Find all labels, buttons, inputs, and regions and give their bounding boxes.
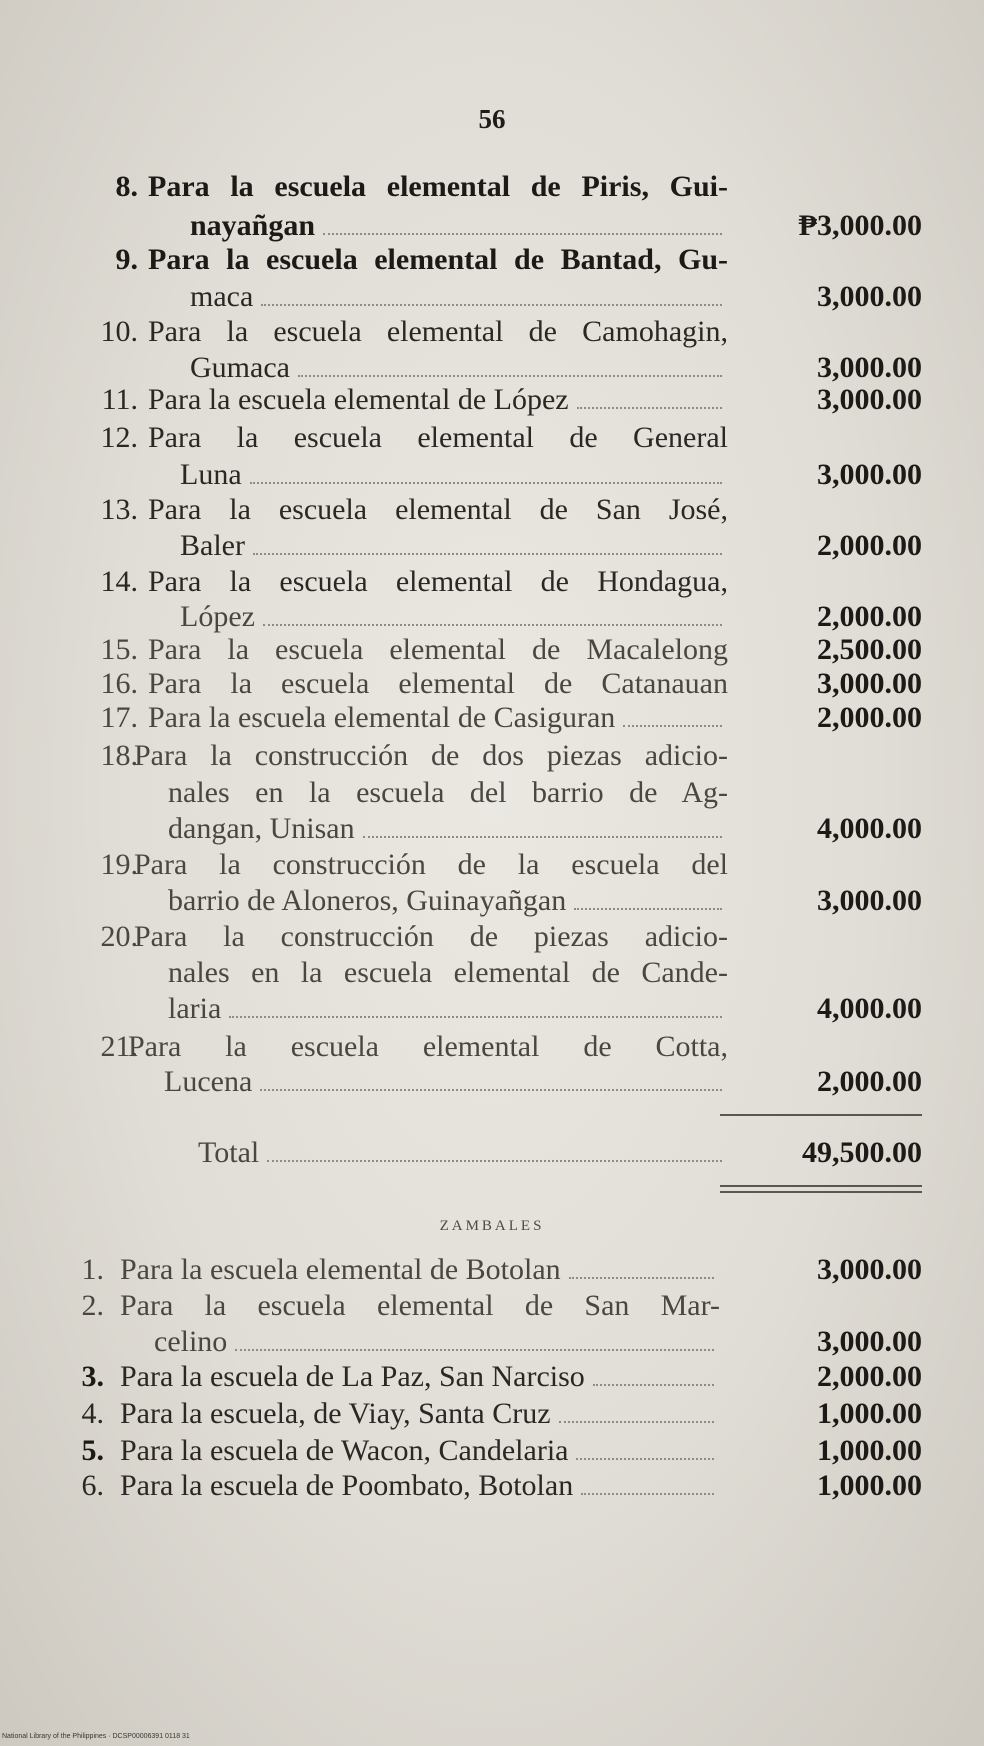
item-number: 16. [100,667,138,700]
item-amount: 1,000.00 [817,1469,922,1502]
item-amount: 3,000.00 [817,884,922,917]
item-text-dotted [120,1250,720,1290]
dot-leader [363,835,722,838]
item-text: laria [168,992,222,1025]
archive-footer: National Library of the Philippines · DCSP00006391 0118 31 [2,1733,190,1740]
list-item [0,312,984,352]
item-text-dotted [154,1322,720,1362]
item-text: Para la escuela elemental de Casiguran [148,701,616,734]
item-amount: 2,000.00 [817,701,922,734]
item-text: dangan, Unisan [168,812,355,845]
dot-leader [577,406,722,409]
item-amount: 2,000.00 [817,600,922,633]
item-amount: 3,000.00 [817,458,922,491]
item-text: Para la construcción de la escuela del [134,848,728,881]
list-item-continuation [0,1062,984,1102]
list-item [0,1286,984,1326]
item-text: Para la escuela elemental de Catanauan [148,667,728,700]
item-number: 6. [81,1469,104,1502]
item-amount: 3,000.00 [817,1253,922,1286]
list-item [0,490,984,530]
item-text-dotted [120,1466,720,1506]
list-item [0,736,984,776]
item-text-dotted [120,1431,720,1471]
dot-leader [623,724,722,727]
item-text: Para la escuela elemental de López [148,383,569,416]
list-item-continuation [0,1322,984,1362]
dot-leader [267,1159,722,1162]
item-amount: ₱3,000.00 [798,209,922,242]
item-text: nayañgan [190,209,316,242]
item-number: 17. [100,701,138,734]
item-text: Para la construcción de dos piezas adicio- [134,739,728,772]
list-item [0,1250,984,1290]
item-text: Para la escuela elemental de Hondagua, [148,565,728,598]
dot-leader [574,907,722,910]
item-number: 11. [101,383,138,416]
item-amount: 2,000.00 [817,1360,922,1393]
section-heading: ZAMBALES [439,1218,545,1234]
item-amount: 2,000.00 [817,1065,922,1098]
dot-leader [253,552,722,555]
item-amount: 3,000.00 [817,383,922,416]
item-number: 19. [100,848,138,881]
item-amount: 3,000.00 [817,1325,922,1358]
total-label-dotted [198,1133,728,1173]
item-amount: 3,000.00 [817,280,922,313]
item-text: Para la escuela, de Viay, Santa Cruz [120,1397,551,1430]
item-number: 2. [81,1289,104,1322]
dot-leader [298,374,722,377]
item-text: Baler [180,529,245,562]
dot-leader [593,1383,714,1386]
item-number: 4. [81,1397,104,1430]
item-text: Para la escuela elemental de General [148,421,728,454]
list-item [0,1394,984,1434]
dot-leader [260,1088,722,1091]
item-number: 21. [100,1030,138,1063]
total-rule [720,1114,922,1116]
item-text: Para la escuela de Poombato, Botolan [120,1469,574,1502]
item-text: Para la escuela elemental de Macalelong [148,633,728,666]
list-item-continuation [0,455,984,495]
item-text-dotted [168,881,728,921]
item-number: 15. [100,633,138,666]
item-amount: 2,000.00 [817,529,922,562]
list-item [0,917,984,957]
item-text-dotted [168,809,728,849]
item-number: 18. [100,739,138,772]
item-number: 10. [100,315,138,348]
item-amount: 4,000.00 [817,992,922,1025]
item-amount: 3,000.00 [817,351,922,384]
double-rule-top [720,1185,922,1187]
dot-leader [323,232,722,235]
list-item [0,562,984,602]
dot-leader [569,1276,714,1279]
dot-leader [235,1348,714,1351]
item-text-dotted [120,1394,720,1434]
item-text: Para la escuela elemental de San Mar- [120,1289,720,1322]
item-text: Para la escuela elemental de Bantad, Gu- [148,243,728,276]
list-item [0,380,984,420]
list-item-continuation [0,277,984,317]
list-item-continuation [0,881,984,921]
item-number: 8. [115,170,138,203]
dot-leader [263,623,722,626]
item-number: 1. [81,1253,104,1286]
list-item [0,845,984,885]
item-number: 20. [100,920,138,953]
item-text: López [180,600,255,633]
item-text: Para la construcción de piezas adicio- [134,920,728,953]
item-text: Para la escuela elemental de Botolan [120,1253,561,1286]
item-number: 13. [100,493,138,526]
item-text: nales en la escuela del barrio de Ag- [168,776,728,809]
item-text-dotted [190,277,728,317]
list-item-continuation [0,773,984,813]
item-text: celino [154,1325,228,1358]
list-item [0,1357,984,1397]
item-text: Para la escuela elemental de San José, [148,493,728,526]
item-number: 9. [115,243,138,276]
list-item [0,240,984,280]
item-text: maca [190,280,254,313]
item-text: Gumaca [190,351,290,384]
item-text-dotted [120,1357,720,1397]
list-item [0,698,984,738]
item-amount: 1,000.00 [817,1397,922,1430]
list-item [0,1027,984,1067]
item-text-dotted [164,1062,728,1102]
list-item-continuation [0,989,984,1029]
item-amount: 2,500.00 [817,633,922,666]
item-number: 5. [81,1434,104,1467]
list-item-continuation [0,953,984,993]
item-text: Para la escuela elemental de Piris, Gui- [148,170,728,203]
list-item [0,1466,984,1506]
page-number: 56 [478,104,506,134]
list-item [0,418,984,458]
total-label: Total [198,1136,260,1169]
item-amount: 3,000.00 [817,667,922,700]
list-item-continuation [0,526,984,566]
item-number: 14. [100,565,138,598]
item-text-dotted [148,698,728,738]
item-text: Luna [180,458,242,491]
item-text-dotted [168,989,728,1029]
item-text: barrio de Aloneros, Guinayañgan [168,884,567,917]
list-item [0,167,984,207]
item-amount: 4,000.00 [817,812,922,845]
item-amount: 1,000.00 [817,1434,922,1467]
total-amount: 49,500.00 [802,1136,922,1169]
dot-leader [261,303,722,306]
dot-leader [581,1492,714,1495]
dot-leader [559,1420,714,1423]
item-text: nales en la escuela elemental de Cande- [168,956,728,989]
total-row [0,1133,984,1173]
item-number: 3. [81,1360,104,1393]
item-text-dotted [180,526,728,566]
double-rule-bottom [720,1191,922,1193]
item-text: Para la escuela elemental de Cotta, [128,1030,728,1063]
item-text-dotted [148,380,728,420]
list-item-continuation [0,809,984,849]
dot-leader [229,1015,722,1018]
list-item [0,1431,984,1471]
dot-leader [576,1457,714,1460]
item-text: Lucena [164,1065,253,1098]
item-text: Para la escuela elemental de Camohagin, [148,315,728,348]
item-text: Para la escuela de Wacon, Candelaria [120,1434,569,1467]
dot-leader [250,481,722,484]
item-text: Para la escuela de La Paz, San Narciso [120,1360,585,1393]
item-number: 12. [100,421,138,454]
item-text-dotted [180,455,728,495]
